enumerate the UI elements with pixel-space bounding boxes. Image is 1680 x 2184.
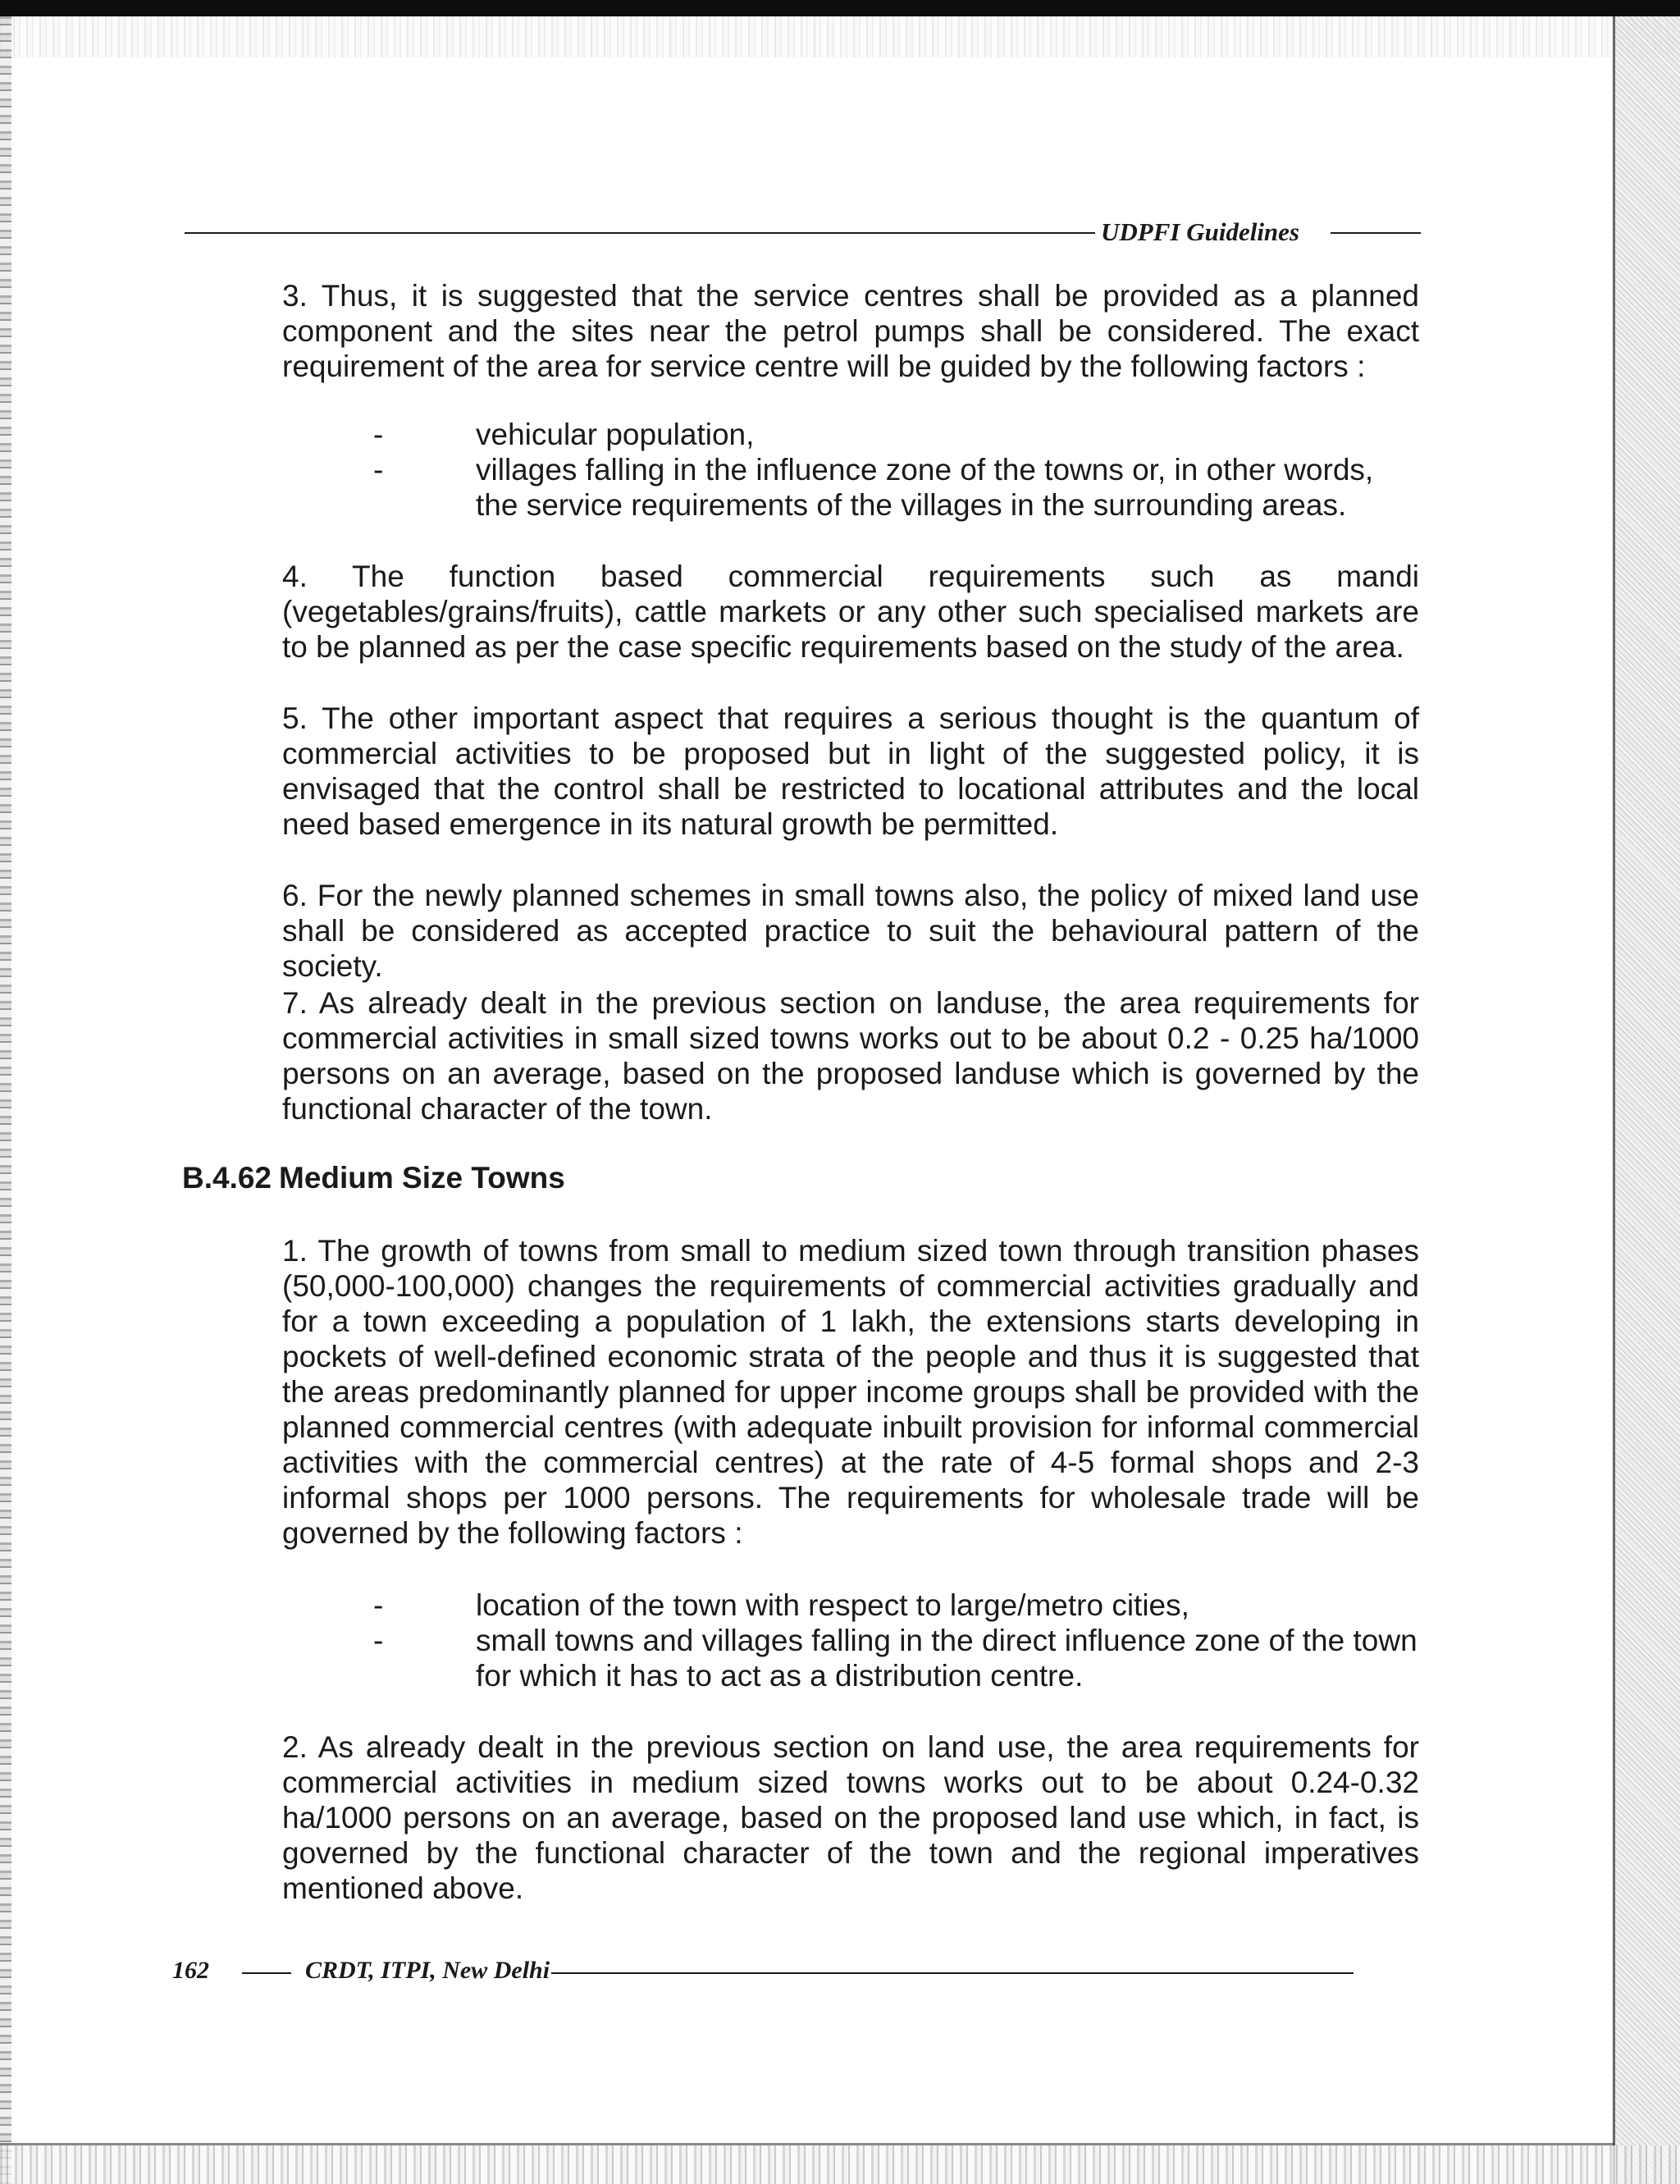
running-header-title: UDPFI Guidelines [1101,217,1299,246]
list-item-text: villages falling in the influence zone of the towns or, in other words, the service requirements of the villages in the surrounding areas. [476,453,1374,522]
header-rule-right [1331,232,1421,234]
list-item [373,452,1423,523]
section-title: Medium Size Towns [279,1161,565,1195]
section-paragraph-2: 2. As already dealt in the previous section on land use, the area requirements for commercial activities in medium sized towns works out to be about 0.24-0.32 ha/1000 persons on an average, based on the proposed land use which, in fact, is governed by the functional character of the town and the regional imperatives mentioned above. [282,1730,1419,1905]
page-edge-bottom [0,2143,1614,2145]
scan-border-left [0,16,11,2184]
list-item [373,1588,1423,1623]
paragraph-6: 6. For the newly planned schemes in small towns also, the policy of mixed land use shall be considered as accepted practice to suit the behavioural pattern of the society. [282,879,1419,983]
list-dash: - [373,1624,384,1657]
list-item-text: vehicular population, [476,418,755,451]
list-item [373,1623,1423,1693]
scan-border-bottom [0,2145,1680,2184]
section-number: B.4.62 [182,1161,272,1195]
list-dash: - [373,418,384,451]
service-centre-factors-list [373,417,1423,523]
scan-border-top [0,0,1680,16]
list-dash: - [373,1588,384,1622]
list-dash: - [373,453,384,487]
section-paragraph-1: 1. The growth of towns from small to medium sized town through transition phases (50,000-100,000) changes the requirements of commercial activities gradually and for a town exceeding a population of 1 lakh, the extensions starts developing in pockets of well-defined economic strata of the people and thus it is suggested that the areas predominantly planned for upper income groups shall be provided with the planned commercial centres (with adequate inbuilt provision for informal commercial activities with the commercial centres) at the rate of 4-5 formal shops and 2-3 informal shops per 1000 persons. The requirements for wholesale trade will be governed by the following factors : [282,1234,1419,1550]
paragraph-3: 3. Thus, it is suggested that the service centres shall be provided as a planned component and the sites near the petrol pumps shall be considered. The exact requirement of the area for service centre will be guided by the following factors : [282,279,1419,383]
paragraph-4: 4. The function based commercial requirements such as mandi (vegetables/grains/fruits), cattle markets or any other such specialised markets are to be planned as per the case specific requirements based on the study of the area. [282,560,1419,664]
footer-organization: CRDT, ITPI, New Delhi [305,1957,550,1984]
page-edge-right [1613,16,1615,2184]
list-item-text: location of the town with respect to large/metro cities, [476,1588,1189,1622]
wholesale-factors-list [373,1588,1423,1693]
paragraph-5: 5. The other important aspect that requires a serious thought is the quantum of commercial activities to be proposed but in light of the suggested policy, it is envisaged that the control shall be restricted to locational attributes and the local need based emergence in its natural growth be permitted. [282,701,1419,841]
scan-noise-top [0,16,1680,57]
section-heading [182,1161,565,1195]
footer-rule [551,1972,1354,1974]
list-item [373,417,1423,452]
header-rule-left [185,232,1095,234]
paragraph-7: 7. As already dealt in the previous section on landuse, the area requirements for commercial activities in small sized towns works out to be about 0.2 - 0.25 ha/1000 persons on an average, based on the proposed landuse which is governed by the functional character of the town. [282,986,1419,1126]
page-number: 162 [172,1957,209,1984]
scan-border-right [1614,16,1680,2184]
list-item-text: small towns and villages falling in the direct influence zone of the town for which it has to act as a distribution centre. [476,1624,1418,1693]
footer-rule-short [242,1972,291,1974]
